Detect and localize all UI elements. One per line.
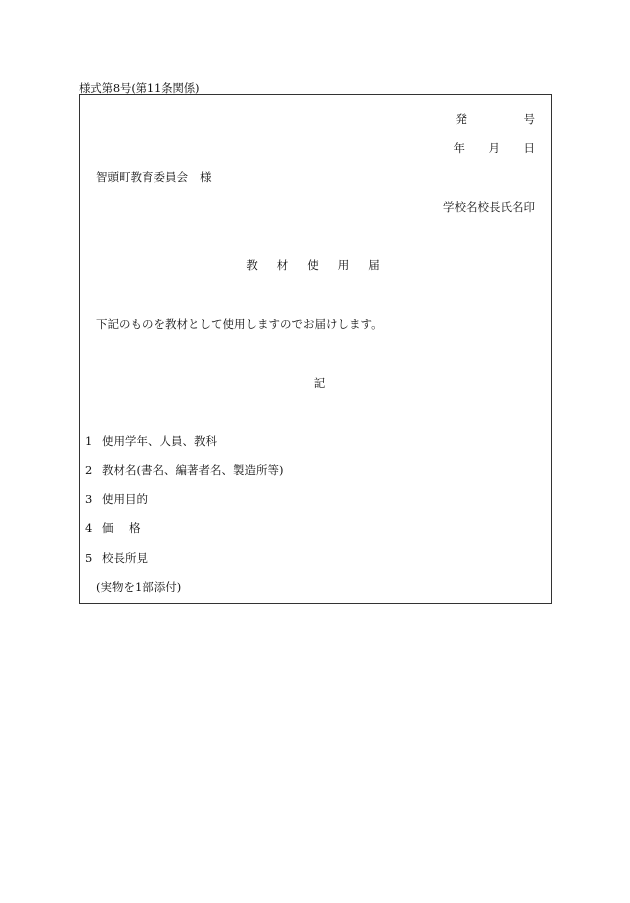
list-item xyxy=(85,491,148,507)
document-title: 教材使用届 xyxy=(246,258,399,272)
date-day-label: 日 xyxy=(523,141,535,155)
ki-heading: 記 xyxy=(313,376,326,390)
list-item xyxy=(85,433,217,449)
item-number: 4 xyxy=(85,521,93,535)
form-number-caption: 様式第8号(第11条関係) xyxy=(79,81,200,95)
list-item xyxy=(85,550,148,566)
sender-line: 学校名校長氏名印 xyxy=(443,200,535,214)
issue-number-line xyxy=(456,111,536,127)
addressee-honorific: 様 xyxy=(200,170,212,184)
item-number: 2 xyxy=(85,463,93,477)
item-label: 使用目的 xyxy=(102,492,148,506)
item-label-second-char: 格 xyxy=(129,521,141,535)
item-number: 1 xyxy=(85,434,93,448)
list-item xyxy=(85,520,141,536)
item-label-first-char: 価 xyxy=(102,521,114,535)
date-line xyxy=(454,140,536,156)
attachment-note: (実物を1部添付) xyxy=(96,580,182,594)
form-frame xyxy=(79,94,552,604)
item-number: 5 xyxy=(85,551,93,565)
issue-label: 発 xyxy=(455,112,467,126)
date-year-label: 年 xyxy=(453,141,465,155)
date-month-label: 月 xyxy=(488,141,500,155)
item-label: 教材名(書名、編著者名、製造所等) xyxy=(102,463,284,477)
body-text: 下記のものを教材として使用しますのでお届けします。 xyxy=(96,317,383,331)
addressee-line xyxy=(96,169,212,185)
addressee-name: 智頭町教育委員会 xyxy=(96,170,188,184)
item-label: 使用学年、人員、教科 xyxy=(102,434,217,448)
list-item xyxy=(85,462,283,478)
item-number: 3 xyxy=(85,492,93,506)
issue-number-suffix: 号 xyxy=(523,112,535,126)
item-label: 校長所見 xyxy=(102,551,148,565)
